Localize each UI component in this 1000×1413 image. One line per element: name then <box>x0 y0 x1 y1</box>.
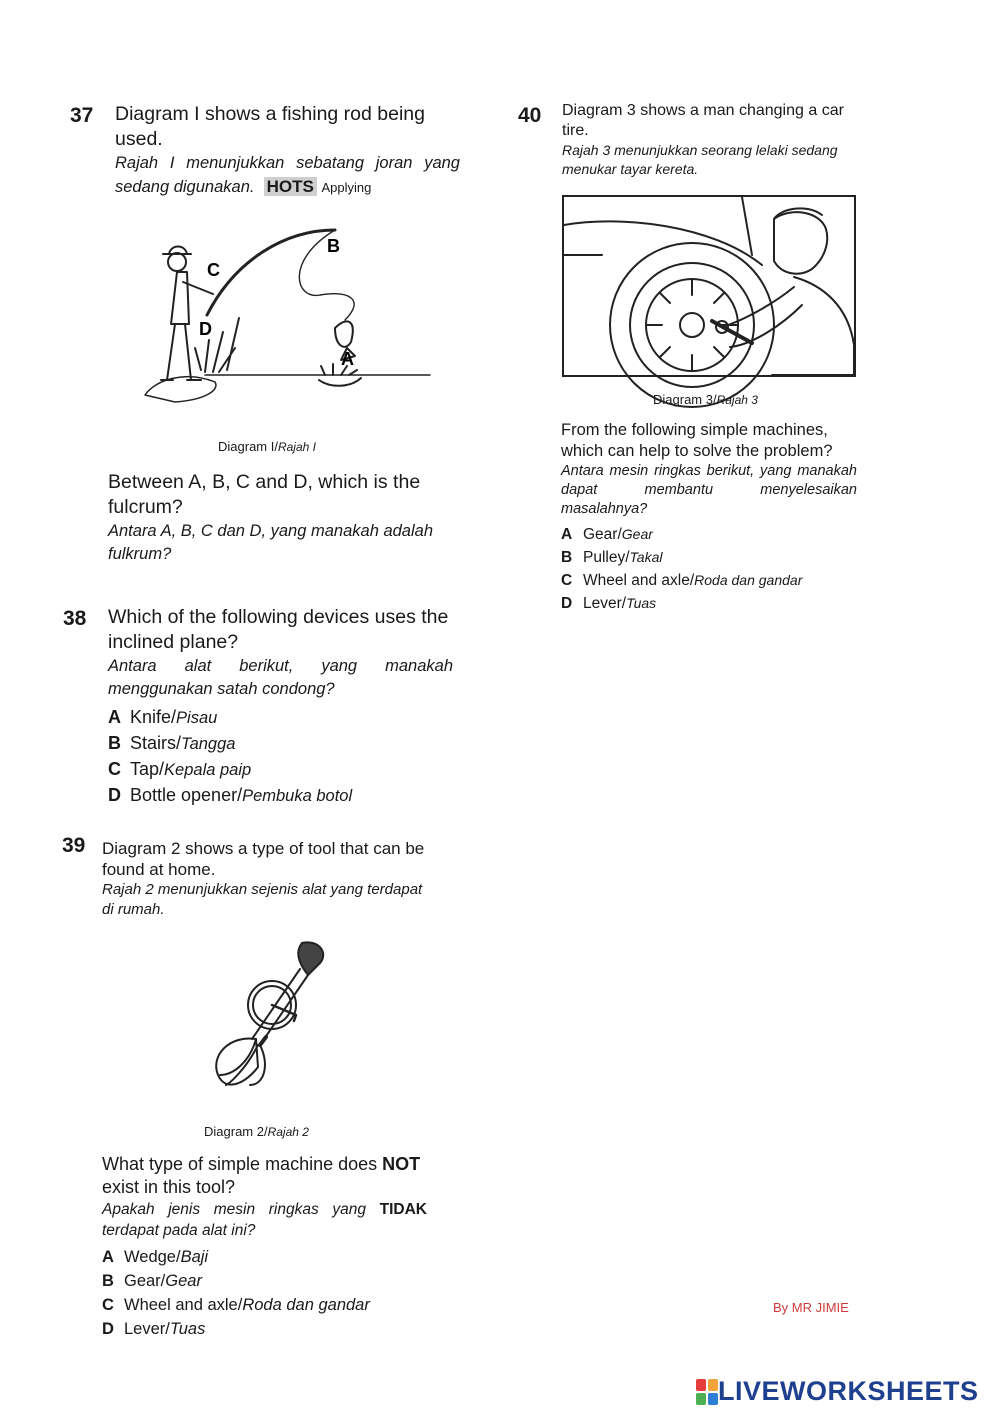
prompt-malay: Antara A, B, C dan D, yang manakah adalah fulkrum? <box>108 522 434 563</box>
option-malay: Baji <box>180 1248 209 1266</box>
option-letter: C <box>102 1296 114 1314</box>
diagram-caption <box>653 392 758 407</box>
option-a[interactable] <box>108 705 453 731</box>
option-malay: Takal <box>629 549 663 565</box>
hots-badge: HOTS <box>264 177 317 196</box>
question-number: 38 <box>63 607 87 630</box>
option-letter: A <box>561 526 573 543</box>
logo-square-2 <box>708 1379 718 1391</box>
option-d[interactable] <box>108 783 453 809</box>
option-english: Tap/ <box>130 759 165 779</box>
option-english: Bottle opener/ <box>130 785 243 805</box>
option-list <box>561 523 857 615</box>
question-stem <box>102 838 427 920</box>
brand-name: LIVEWORKSHEETS <box>718 1376 979 1406</box>
option-malay: Tuas <box>169 1320 206 1338</box>
option-list <box>102 1245 427 1341</box>
option-malay: Gear <box>621 526 653 542</box>
stem-malay <box>115 152 460 199</box>
option-letter: A <box>102 1248 114 1266</box>
option-malay: Roda dan gandar <box>242 1296 370 1314</box>
stem-malay: Rajah 2 menunjukkan sejenis alat yang terdapat di rumah. <box>102 881 423 918</box>
option-letter: B <box>561 549 573 566</box>
option-malay: Roda dan gandar <box>694 572 803 588</box>
prompt-malay <box>102 1199 427 1241</box>
option-c[interactable] <box>108 757 453 783</box>
stem-english: Diagram 2 shows a type of tool that can be found at home. <box>102 839 425 879</box>
caption-english: Diagram 3/ <box>653 392 717 407</box>
stem-malay: Rajah 3 menunjukkan seorang lelaki sedang menukar tayar kereta. <box>562 142 838 177</box>
question-stem <box>562 101 857 179</box>
option-english: Wheel and axle/ <box>124 1296 243 1314</box>
stem-malay-text: Rajah I menunjukkan sebatang joran yang sedang digunakan. <box>115 154 460 196</box>
liveworksheets-logo-icon <box>696 1379 718 1405</box>
option-letter: B <box>102 1272 114 1290</box>
fishing-rod-diagram <box>135 220 435 425</box>
stem-english: Diagram I shows a fishing rod being used. <box>115 103 425 150</box>
option-english: Pulley/ <box>583 549 630 566</box>
prompt-english: From the following simple machines, which can help to solve the problem? <box>561 421 833 460</box>
option-malay: Pisau <box>176 709 218 727</box>
option-b[interactable] <box>102 1269 427 1293</box>
question-body <box>561 420 857 615</box>
label-C: C <box>207 260 220 280</box>
question-number: 39 <box>62 834 86 857</box>
option-a[interactable] <box>102 1245 427 1269</box>
stem-english: Diagram 3 shows a man changing a car tire. <box>562 102 844 139</box>
diagram-caption <box>218 439 316 454</box>
option-letter: C <box>561 572 573 589</box>
diagram-caption <box>204 1124 309 1139</box>
prompt-english-part2: exist in this tool? <box>102 1177 236 1197</box>
option-letter: B <box>108 733 121 753</box>
option-english: Gear/ <box>124 1272 166 1290</box>
option-a[interactable] <box>561 523 857 546</box>
option-malay: Pembuka botol <box>242 787 353 805</box>
caption-english: Diagram I/ <box>218 439 278 454</box>
prompt-english: Which of the following devices uses the inclined plane? <box>108 606 449 653</box>
option-english: Wedge/ <box>124 1248 181 1266</box>
prompt-malay-part1: Apakah jenis mesin ringkas yang <box>102 1201 366 1218</box>
option-malay: Tuas <box>626 595 657 611</box>
tire-change-diagram <box>562 195 856 377</box>
option-d[interactable] <box>561 592 857 615</box>
egg-beater-diagram <box>190 935 340 1095</box>
prompt-malay: Antara alat berikut, yang manakah menggunakan satah condong? <box>108 657 453 698</box>
label-D: D <box>199 319 212 339</box>
question-body <box>108 605 453 809</box>
question-number: 37 <box>70 104 94 127</box>
prompt-english: Between A, B, C and D, which is the fulcrum? <box>108 471 421 518</box>
option-english: Wheel and axle/ <box>583 572 695 589</box>
label-B: B <box>327 236 340 256</box>
caption-english: Diagram 2/ <box>204 1124 268 1139</box>
option-malay: Gear <box>165 1272 202 1290</box>
author-byline: By MR JIMIE <box>773 1300 849 1315</box>
hots-skill: Applying <box>321 180 372 195</box>
option-letter: D <box>561 595 573 612</box>
option-b[interactable] <box>561 546 857 569</box>
option-letter: D <box>102 1320 114 1338</box>
prompt-malay-part2: terdapat pada alat ini? <box>102 1222 256 1239</box>
option-english: Gear/ <box>583 526 622 543</box>
option-english: Knife/ <box>130 707 177 727</box>
option-letter: C <box>108 759 121 779</box>
prompt-english-part1: What type of simple machine does <box>102 1154 378 1174</box>
logo-square-4 <box>708 1393 718 1405</box>
option-letter: D <box>108 785 121 805</box>
question-body <box>102 1153 427 1341</box>
option-d[interactable] <box>102 1317 427 1341</box>
prompt-malay: Antara mesin ringkas berikut, yang manakah dapat membantu menyelesaikan masalahnya? <box>561 463 857 517</box>
option-malay: Kepala paip <box>164 761 252 779</box>
caption-malay: Rajah 3 <box>716 393 758 407</box>
prompt-emphasis-tidak: TIDAK <box>379 1201 427 1218</box>
question-stem <box>115 102 460 199</box>
caption-malay: Rajah I <box>277 440 316 454</box>
option-letter: A <box>108 707 121 727</box>
liveworksheets-logo[interactable] <box>696 1376 979 1407</box>
option-english: Lever/ <box>583 595 627 612</box>
prompt-english <box>102 1153 427 1199</box>
option-english: Lever/ <box>124 1320 170 1338</box>
option-list <box>108 705 453 809</box>
option-c[interactable] <box>102 1293 427 1317</box>
logo-square-3 <box>696 1393 706 1405</box>
logo-square-1 <box>696 1379 706 1391</box>
option-english: Stairs/ <box>130 733 182 753</box>
option-b[interactable] <box>108 731 453 757</box>
question-number: 40 <box>518 104 542 127</box>
question-prompt <box>108 470 460 566</box>
caption-malay: Rajah 2 <box>267 1125 309 1139</box>
label-A: A <box>341 349 354 369</box>
prompt-emphasis-not: NOT <box>382 1154 421 1174</box>
option-malay: Tangga <box>181 735 236 753</box>
option-c[interactable] <box>561 569 857 592</box>
